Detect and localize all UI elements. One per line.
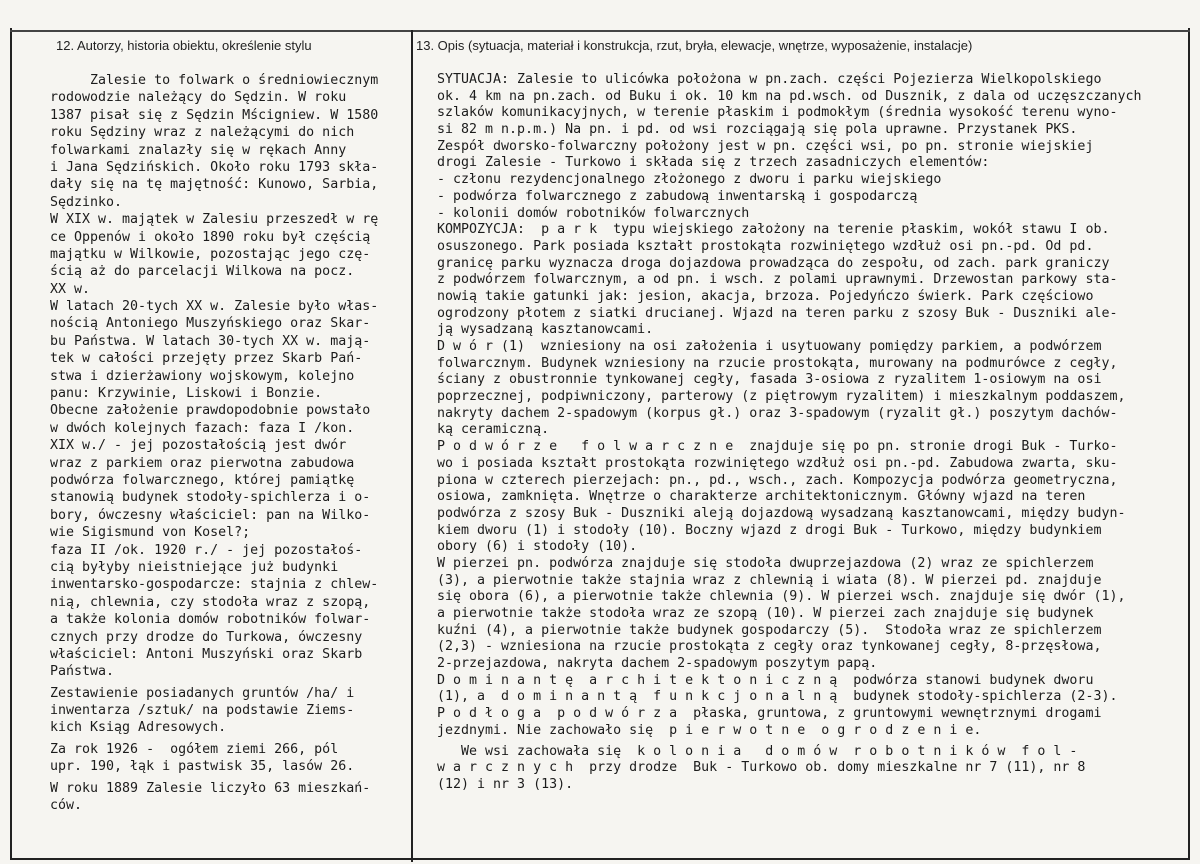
column-divider (411, 30, 413, 862)
right-text-line: D w ó r (1) wzniesiony na osi założenia i usytuowany pomiędzy parkiem, a podwórzem (437, 339, 1102, 354)
left-text-line: dały się na tę majętność: Kunowo, Sarbia, (50, 177, 379, 193)
left-text-line: ców. (50, 798, 83, 814)
left-column-header: 12. Autorzy, historia obiektu, określenie stylu (56, 38, 312, 53)
left-text-line: właściciel: Antoni Muszyński oraz Skarb (50, 646, 363, 662)
right-text-line: P o d w ó r z e f o l w a r c z n e znajduje się po pn. stronie drogi Buk - Turko- (437, 439, 1118, 455)
right-text-line: się obora (6), a pierwotnie także chlewnia (9). W pierzei wsch. znajduje się dwór (1), (437, 589, 1126, 605)
left-text-line: tek w całości przejęty przez Skarb Pań- (50, 351, 363, 367)
left-text-line: stwa i dzierżawiony wojskowym, kolejno (50, 368, 355, 384)
history-text-column (50, 72, 408, 814)
left-text-line: nością Antoniego Muszyńskiego oraz Skar- (50, 316, 371, 332)
left-text-line: panu: Krzywinie, Liskowi i Bonzie. (50, 386, 323, 402)
left-text-line: ce Oppenów i około 1890 roku był częścią (50, 229, 371, 245)
right-text-line: We wsi zachowała się k o l o n i a d o m ó w r o b o t n i k ó w f o l - (437, 743, 1078, 759)
left-text-line: rodowodzie należący do Sędzin. W roku (50, 90, 347, 106)
left-text-line: folwarkami znalazły się w rękach Anny (50, 142, 347, 158)
right-text-line: ściany z obustronnie tynkowanej cegły, fasada 3-osiowa z ryzalitem 1-osiowym na osi (437, 372, 1102, 388)
left-text-line: Za rok 1926 - ogółem ziemi 266, pól (50, 741, 339, 757)
left-text-line: cią byłyby nieistniejące już budynki (50, 559, 339, 575)
right-text-line: (1), a d o m i n a n t ą f u n k c j o n a l n ą budynek stodoły-spichlerza (2-3). (437, 689, 1118, 705)
left-text-line: majątku w Wilkowie, pozostając jego czę- (50, 246, 371, 262)
left-text-line: roku Sędziny wraz z należącymi do nich (50, 125, 355, 141)
left-text-line: cznych przy drodze do Turkowa, ówczesny (50, 629, 363, 645)
left-text-line: Zalesie to folwark o średniowiecznym (50, 73, 379, 88)
left-text-line: kich Ksiąg Adresowych. (50, 720, 227, 736)
right-text-line: si 82 m n.p.m.) Na pn. i pd. od wsi rozciągają się pola uprawne. Przystanek PKS. (437, 122, 1078, 138)
right-text-line: szlaków komunikacyjnych, w terenie płaskim i podmokłym (średnia wysokość terenu wyno- (437, 105, 1118, 121)
right-text-line: ką ceramiczną. (437, 422, 550, 438)
right-column-header: 13. Opis (sytuacja, materiał i konstrukcja, rzut, bryła, elewacje, wnętrze, wyposażenie, instalacje) (416, 38, 973, 53)
left-text-line: Sędzinko. (50, 194, 123, 210)
left-text-line: inwentarsko-gospodarcze: stajnia z chlew- (50, 577, 379, 593)
right-text-line: nakryty dachem 2-spadowym (korpus gł.) oraz 3-spadowym (ryzalit gł.) poszytym dachów- (437, 405, 1118, 421)
right-text-line: folwarcznym. Budynek wzniesiony na rzucie prostokąta, murowany na podmurówce z cegły, (437, 355, 1118, 371)
right-text-line: wo i posiada kształt prostokąta rozwiniętego wzdłuż osi pn.-pd. Zabudowa zwarta, sku- (437, 455, 1118, 471)
right-text-line: - kolonii domów robotników folwarcznych (437, 205, 750, 221)
left-text-line: bory, ówczesny właściciel: pan na Wilko- (50, 507, 371, 523)
right-text-line: podwórza z szosy Buk - Duszniki aleją dojazdową wysadzaną kasztanowcami, między budyn- (437, 505, 1126, 521)
right-text-line: - podwórza folwarcznego z zabudową inwentarską i gospodarczą (437, 188, 918, 204)
right-text-line: a pierwotnie także stodoła wraz ze szopą (10). W pierzei zach znajduje się budynek (437, 606, 1094, 621)
left-text-line: Obecne założenie prawdopodobnie powstało (50, 403, 371, 419)
left-text-line: bu Państwa. W latach 30-tych XX w. mają- (50, 333, 371, 349)
right-text-line: z podwórzem folwarcznym, a od pn. i wsch. z polami uprawnymi. Drzewostan parkowy sta- (437, 272, 1118, 288)
right-text-line: kiem dworu (1) i stodoły (10). Boczny wjazd z drogi Buk - Turkowo, między budynkiem (437, 522, 1102, 538)
left-text-line: faza II /ok. 1920 r./ - jej pozostałoś- (50, 542, 363, 558)
right-text-line: (2,3) - wzniesiona na rzucie prostokąta z cegły oraz tynkowanej cegły, 8-przęsłowa, (437, 639, 1102, 655)
left-text-line: W latach 20-tych XX w. Zalesie było włas- (50, 299, 379, 315)
top-rule (10, 30, 1190, 32)
right-text-line: nowią takie gatunki jak: jesion, akacja, brzoza. Pojedyńczo świerk. Park częściowo (437, 288, 1094, 304)
right-text-line: obory (6) i stodoły (10). (437, 539, 638, 555)
right-text-line: drogi Zalesie - Turkowo i składa się z trzech zasadniczych elementów: (437, 155, 990, 171)
left-text-line: upr. 190, łąk i pastwisk 35, lasów 26. (50, 759, 355, 775)
right-text-line: ogrodzony płotem z siatki drucianej. Wjazd na teren parku z szosy Buk - Duszniki ale- (437, 305, 1118, 321)
left-text-line: Zestawienie posiadanych gruntów /ha/ i (50, 685, 355, 701)
left-text-line: inwentarza /sztuk/ na podstawie Ziems- (50, 703, 355, 719)
right-text-line: W pierzei pn. podwórza znajduje się stodoła dwuprzejazdowa (2) wraz ze spichlerzem (437, 555, 1094, 571)
right-text-line: KOMPOZYCJA: p a r k typu wiejskiego założony na terenie płaskim, wokół stawu I ob. (437, 222, 1110, 238)
right-text-line: Zespół dworsko-folwarczny położony jest w pn. części wsi, po pn. stronie wiejskiej (437, 138, 1094, 154)
left-text-line: podwórza folwarcznego, której pamiątkę (50, 472, 355, 488)
left-text-line: stanowią budynek stodoły-spichlerza i o- (50, 490, 371, 506)
right-text-line: poprzecznej, podpiwniczony, parterowy (z piętrowym ryzalitem) i mieszkalnym poddaszem, (437, 389, 1126, 405)
right-text-line: jezdnymi. Nie zachowało się p i e r w o t n e o g r o d z e n i e. (437, 722, 982, 738)
right-text-line: D o m i n a n t ę a r c h i t e k t o n i c z n ą podwórza stanowi budynek dworu (437, 672, 1094, 688)
left-text-line: a także kolonia domów robotników folwar- (50, 612, 371, 628)
description-text-column (437, 72, 1189, 794)
left-text-line: W XIX w. majątek w Zalesiu przeszedł w rę (50, 212, 379, 228)
right-text-line: (12) i nr 3 (13). (437, 776, 574, 792)
left-text-line: Państwa. (50, 664, 115, 680)
right-text-line: osiowa, zamknięta. Wnętrze o charakterze architektonicznym. Główny wjazd na teren (437, 489, 1086, 505)
right-text-line: - członu rezydencjonalnego złożonego z dworu i parku wiejskiego (437, 172, 942, 188)
left-text-line: XIX w./ - jej pozostałością jest dwór (50, 438, 347, 454)
left-text-line: wraz z parkiem oraz pierwotna zabudowa (50, 455, 355, 471)
left-text-line: w dwóch kolejnych fazach: faza I /kon. (50, 420, 355, 436)
right-text-line: 2-przejazdowa, nakryta dachem 2-spadowym poszytym papą. (437, 656, 878, 672)
right-text-line: osuszonego. Park posiada kształt prostokąta rozwiniętego wzdłuż osi pn.-pd. Od pd. (437, 238, 1094, 254)
left-text-line: wie Sigismund von Kosel?; (50, 525, 251, 541)
right-text-line: SYTUACJA: Zalesie to ulicówka położona w pn.zach. części Pojezierza Wielkopolskiego (437, 72, 1102, 87)
right-text-line: ją wysadzaną kasztanowcami. (437, 322, 654, 338)
left-text-line: 1387 pisał się z Sędzin Mścigniew. W 1580 (50, 107, 379, 123)
left-text-line: ścią aż do parcelacji Wilkowa na pocz. (50, 264, 355, 280)
right-text-line: granicę parku wyznacza droga dojazdowa prowadząca do zespołu, od zach. park graniczy (437, 255, 1110, 271)
right-text-line: piona w czterech pierzejach: pn., pd., wsch., zach. Kompozycja podwórza geometryczna, (437, 472, 1118, 488)
right-text-line: kuźni (4), a pierwotnie także budynek gospodarczy (5). Stodoła wraz ze spichlerzem (437, 622, 1102, 638)
right-text-line: P o d ł o g a p o d w ó r z a płaska, gruntowa, z gruntowymi wewnętrznymi drogami (437, 706, 1102, 722)
left-text-line: i Jana Sędzińskich. Około roku 1793 skła- (50, 159, 379, 175)
right-text-line: ok. 4 km na pn.zach. od Buku i ok. 10 km na pd.wsch. od Dusznik, z dala od uczęszczanych (437, 88, 1142, 104)
left-text-line: nią, chlewnia, czy stodoła wraz z szopą, (50, 594, 371, 610)
right-text-line: (3), a pierwotnie także stajnia wraz z chlewnią i wiata (8). W pierzei pd. znajduje (437, 572, 1102, 588)
left-text-line: XX w. (50, 281, 91, 297)
left-text-line: W roku 1889 Zalesie liczyło 63 mieszkań- (50, 780, 371, 796)
right-text-line: w a r c z n y c h przy drodze Buk - Turkowo ob. domy mieszkalne nr 7 (11), nr 8 (437, 760, 1086, 776)
